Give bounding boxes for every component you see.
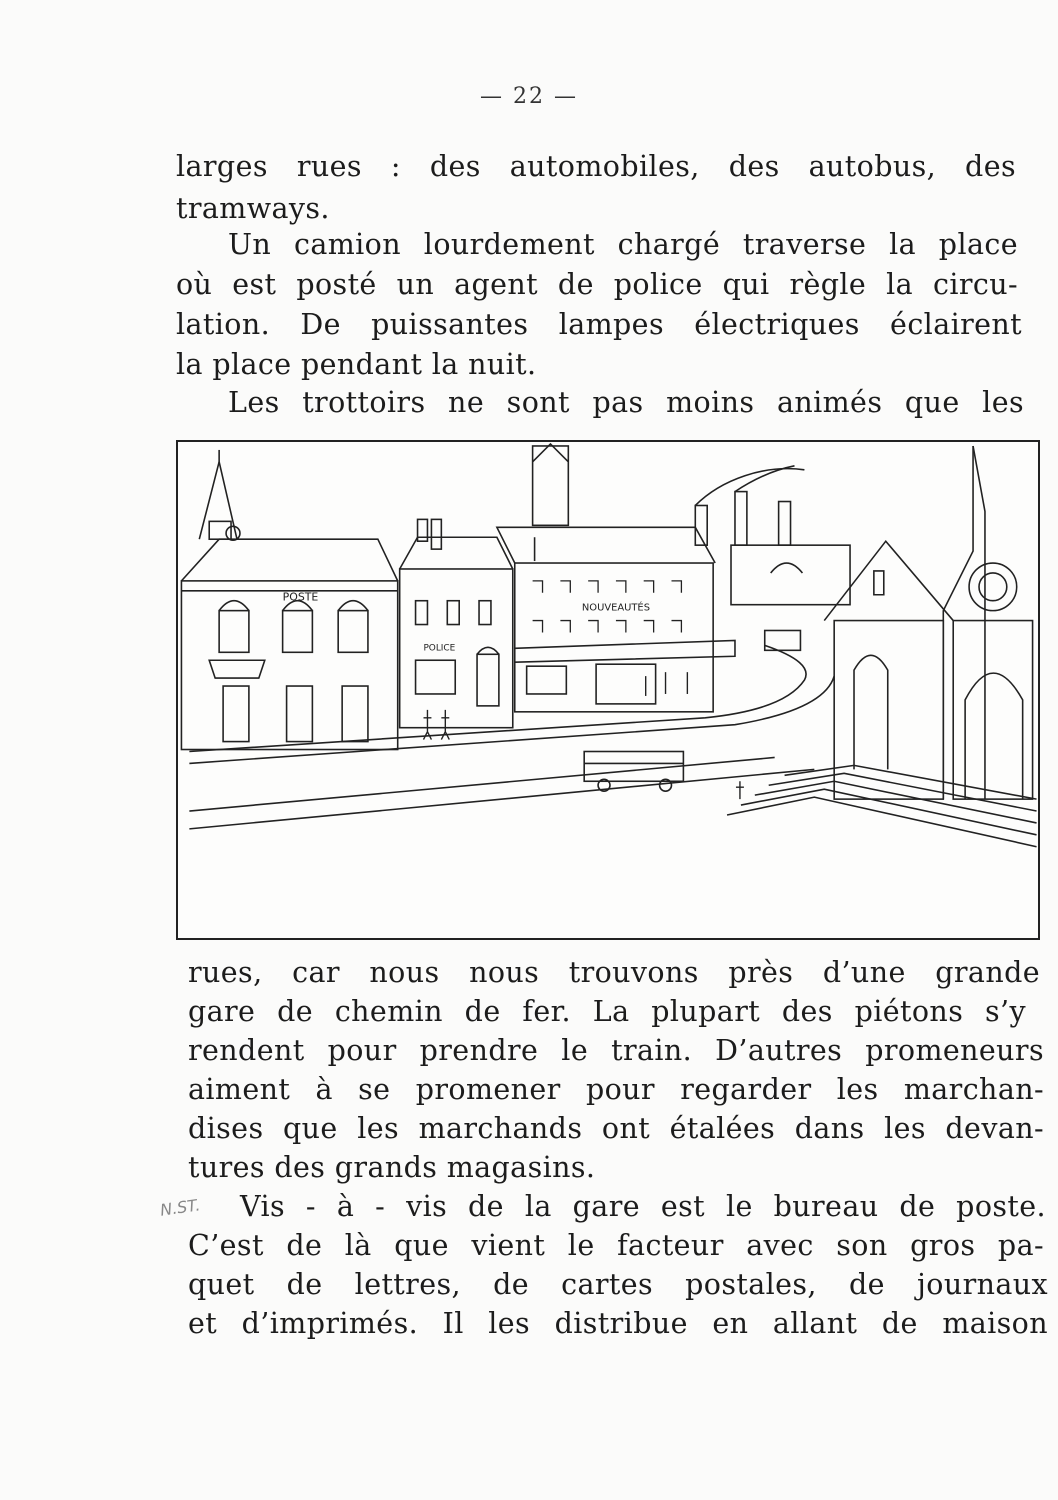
text-line: rues, car nous nous trouvons près d’une grande (188, 956, 1040, 989)
text-line: gare de chemin de fer. La plupart des piétons s’y (188, 995, 1026, 1028)
town-square-illustration (176, 440, 1040, 940)
text-line: et d’imprimés. Il les distribue en allant de maison (188, 1307, 1048, 1340)
text-line: dises que les marchands ont étalées dans les devan- (188, 1112, 1044, 1145)
post-office-building (181, 450, 397, 750)
text-line: rendent pour prendre le train. D’autres promeneurs (188, 1034, 1044, 1067)
department-store-building (497, 444, 735, 712)
handwritten-annotation: N.ST. (158, 1195, 202, 1220)
sign-poste: POSTE (282, 590, 319, 604)
sign-nouveautes: NOUVEAUTÉS (581, 602, 650, 614)
text-line: tures des grands magasins. (188, 1151, 596, 1184)
sign-police: POLICE (423, 643, 456, 654)
railway-station (695, 466, 850, 605)
police-building (400, 519, 513, 727)
text-line: Vis - à - vis de la gare est le bureau de poste. (240, 1190, 1046, 1223)
text-line: quet de lettres, de cartes postales, de journaux (188, 1268, 1048, 1301)
page-number: — 22 — (480, 84, 578, 109)
text-line: la place pendant la nuit. (176, 348, 537, 381)
bus (584, 752, 683, 792)
text-line: C’est de là que vient le facteur avec son gros pa- (188, 1229, 1044, 1262)
text-line: tramways. (176, 192, 330, 225)
text-line: aiment à se promener pour regarder les marchan- (188, 1073, 1044, 1106)
text-line: lation. De puissantes lampes électriques éclairent (176, 308, 1022, 341)
church (824, 446, 1032, 799)
text-line: larges rues : des automobiles, des autobus, des (176, 150, 1016, 183)
text-line: Les trottoirs ne sont pas moins animés que les (228, 386, 1024, 419)
text-line: Un camion lourdement chargé traverse la place (228, 228, 1018, 261)
church-steps (727, 765, 1037, 846)
text-line: où est posté un agent de police qui règle la circu- (176, 268, 1018, 301)
